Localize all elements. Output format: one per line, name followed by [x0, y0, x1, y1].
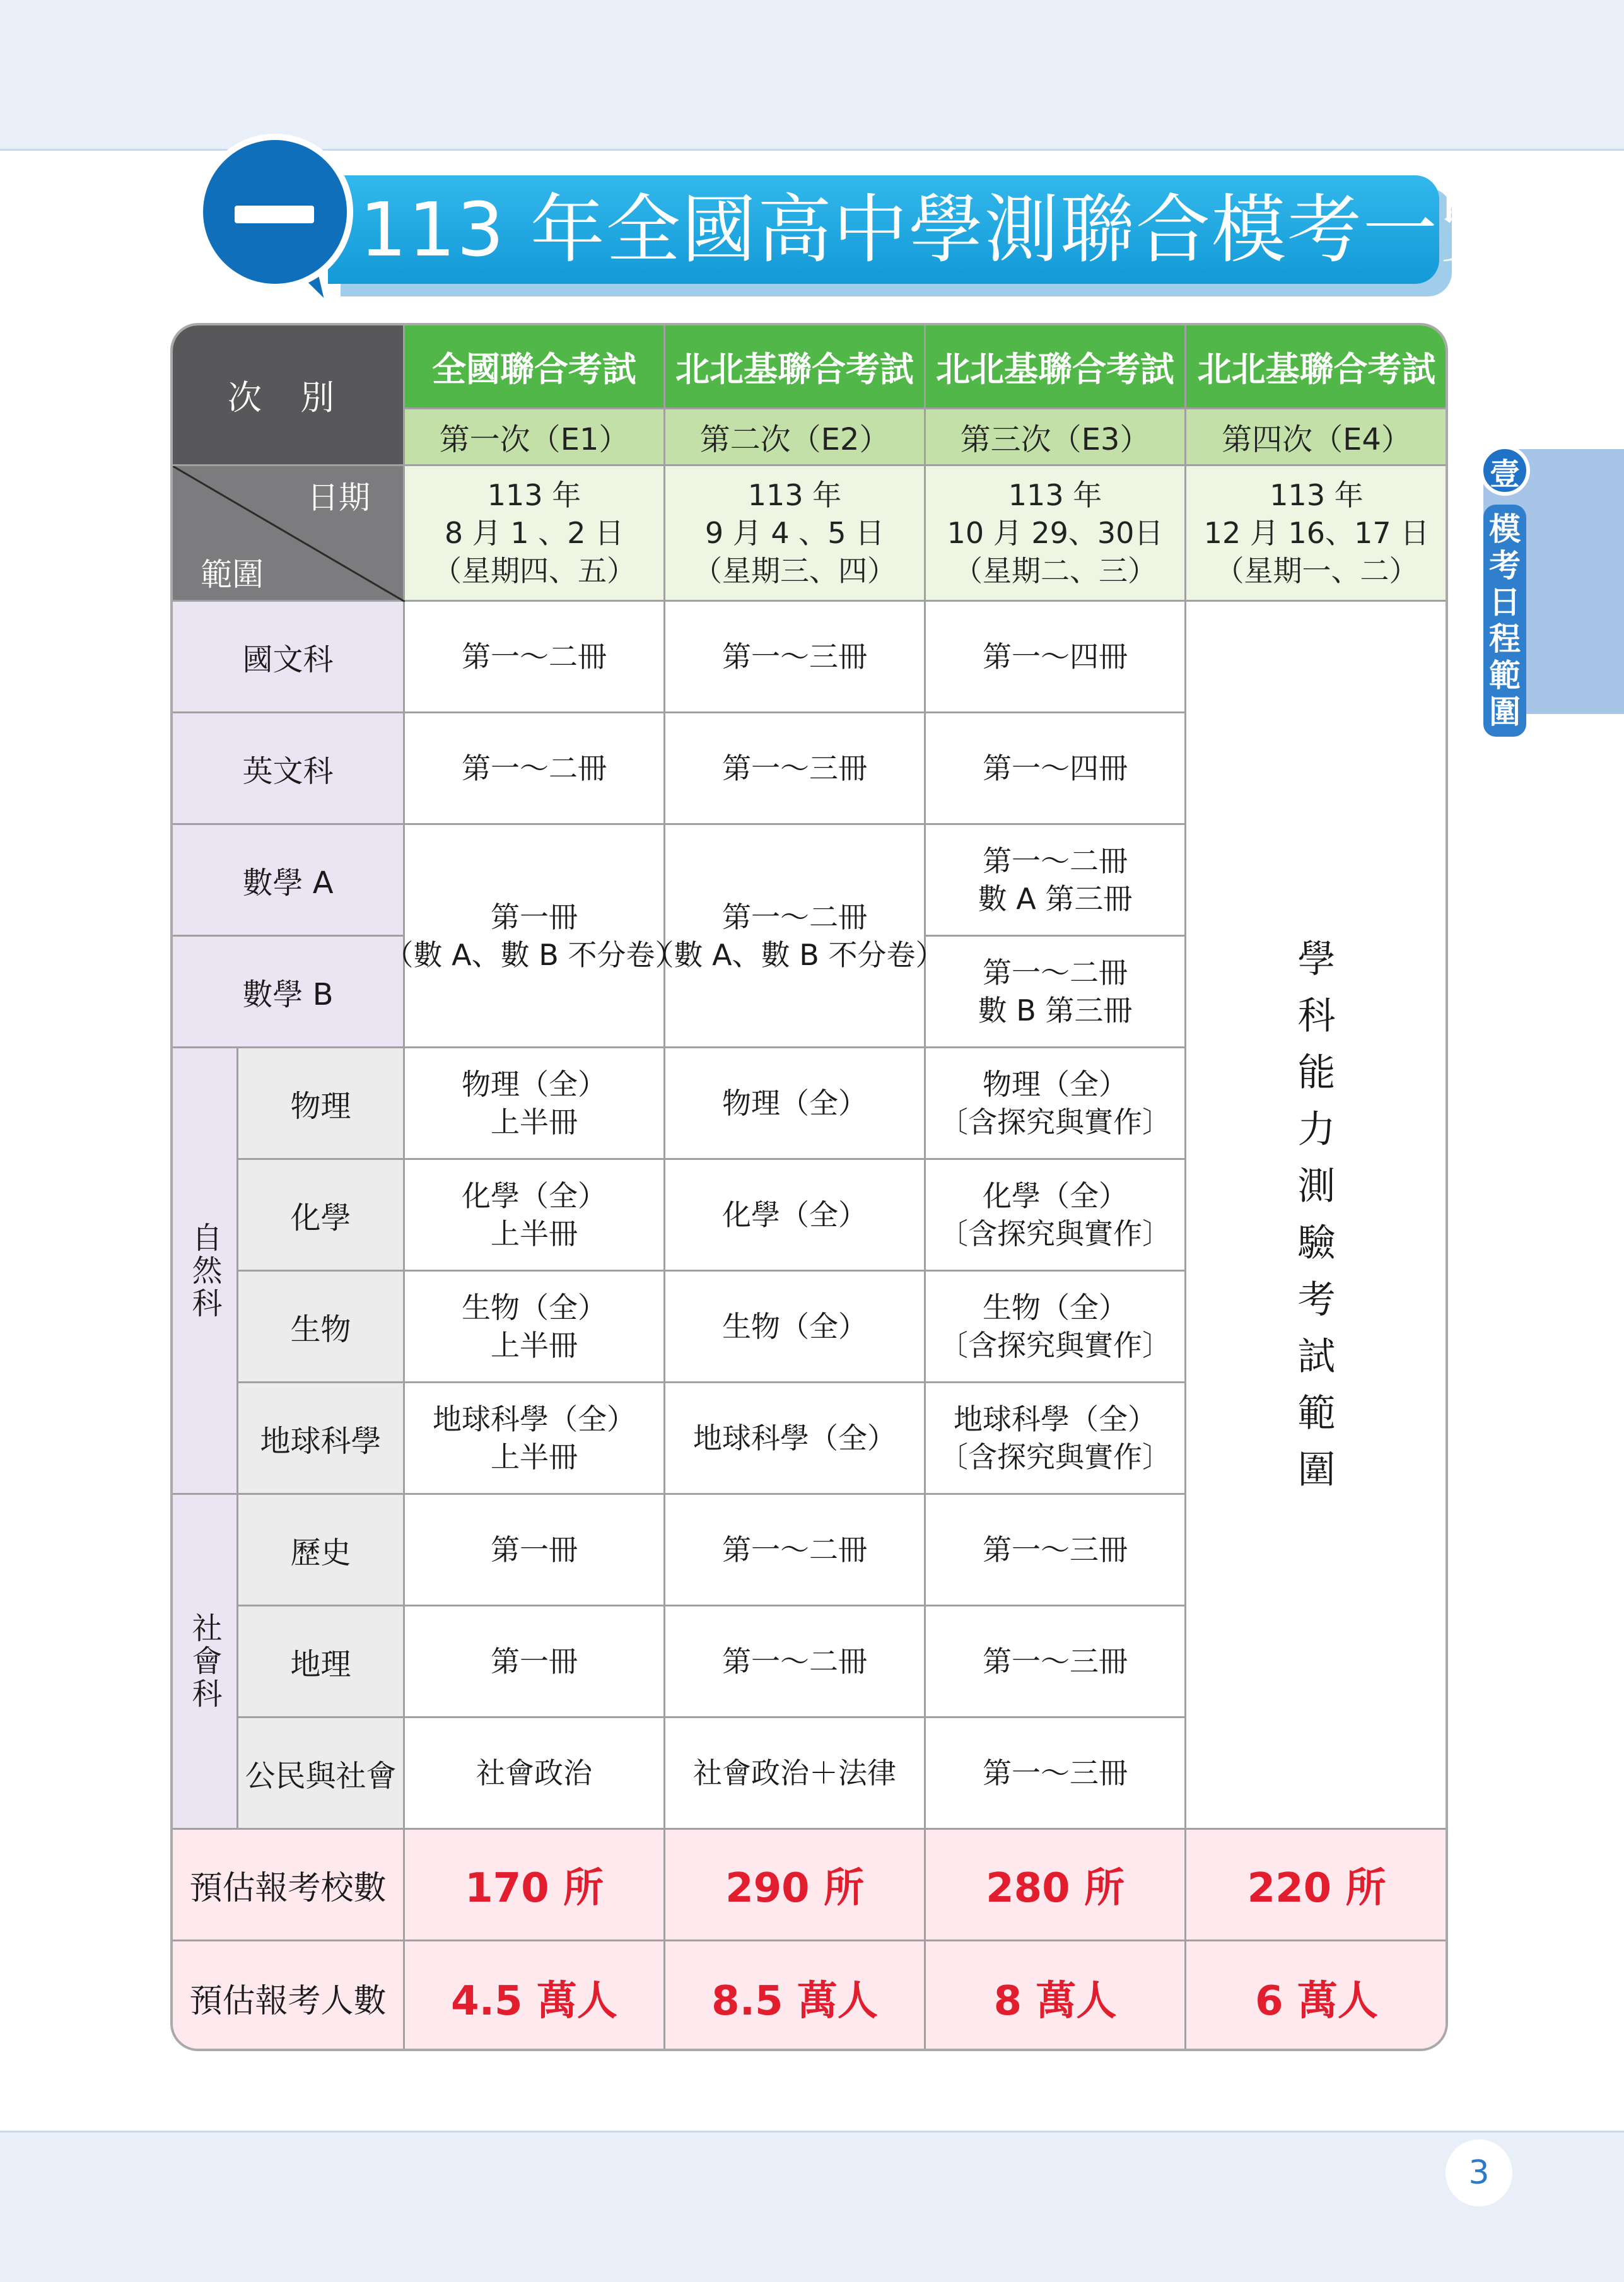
- range-chinese-e2: 第一～三冊: [665, 602, 926, 713]
- exam-date-2: 113 年 9 月 4 、5 日 （星期三、四）: [665, 466, 926, 602]
- top-band: [0, 0, 1624, 151]
- exam-date-4: 113 年 12 月 16、17 日 （星期一、二）: [1186, 466, 1447, 602]
- exam-date-3: 113 年 10 月 29、30日 （星期二、三）: [926, 466, 1186, 602]
- range-math-b-e3: 第一～二冊 數 B 第三冊: [926, 937, 1186, 1048]
- range-history-e1: 第一冊: [405, 1495, 665, 1606]
- side-tab-number: 壹: [1480, 445, 1530, 496]
- subject-math-b: 數學 B: [173, 937, 405, 1048]
- range-biology-e1: 生物（全） 上半冊: [405, 1272, 665, 1383]
- schools-e1: 170 所: [405, 1830, 665, 1941]
- range-earth-e1: 地球科學（全） 上半冊: [405, 1383, 665, 1495]
- bottom-band: [0, 2131, 1624, 2282]
- subject-geography: 地理: [238, 1606, 405, 1718]
- subject-physics: 物理: [238, 1048, 405, 1160]
- range-physics-e1: 物理（全） 上半冊: [405, 1048, 665, 1160]
- subject-civics: 公民與社會: [238, 1718, 405, 1830]
- page-title: 113 年全國高中學測聯合模考一覽表: [359, 186, 1590, 273]
- subject-english: 英文科: [173, 713, 405, 825]
- range-english-e3: 第一～四冊: [926, 713, 1186, 825]
- exam-round-2: 第二次（E2）: [665, 409, 926, 466]
- exam-name-3: 北北基聯合考試: [926, 325, 1186, 409]
- range-math-a-e3: 第一～二冊 數 A 第三冊: [926, 825, 1186, 937]
- range-geography-e2: 第一～二冊: [665, 1606, 926, 1718]
- people-e2: 8.5 萬人: [665, 1941, 926, 2051]
- range-biology-e2: 生物（全）: [665, 1272, 926, 1383]
- exam-table: [170, 323, 1448, 2051]
- range-physics-e2: 物理（全）: [665, 1048, 926, 1160]
- range-history-e2: 第一～二冊: [665, 1495, 926, 1606]
- people-e3: 8 萬人: [926, 1941, 1186, 2051]
- range-math-e2: 第一～二冊 （數 A、數 B 不分卷）: [665, 825, 926, 1048]
- schools-e3: 280 所: [926, 1830, 1186, 1941]
- range-geography-e3: 第一～三冊: [926, 1606, 1186, 1718]
- range-civics-e1: 社會政治: [405, 1718, 665, 1830]
- group-social: 社會科: [173, 1495, 238, 1830]
- range-chinese-e3: 第一～四冊: [926, 602, 1186, 713]
- range-chemistry-e1: 化學（全） 上半冊: [405, 1160, 665, 1272]
- range-earth-e2: 地球科學（全）: [665, 1383, 926, 1495]
- subject-earth-science: 地球科學: [238, 1383, 405, 1495]
- page-number: 3: [1446, 2139, 1512, 2206]
- diagonal-header: [173, 466, 405, 602]
- diag-range-label: 範圍: [201, 556, 264, 593]
- subject-chinese: 國文科: [173, 602, 405, 713]
- exam-name-1: 全國聯合考試: [405, 325, 665, 409]
- range-biology-e3: 生物（全） 〔含探究與實作〕: [926, 1272, 1186, 1383]
- range-chemistry-e2: 化學（全）: [665, 1160, 926, 1272]
- people-label: 預估報考人數: [173, 1941, 405, 2051]
- range-history-e3: 第一～三冊: [926, 1495, 1186, 1606]
- side-tab-label: 模 考 日 程 範 圍: [1483, 505, 1526, 737]
- people-e4: 6 萬人: [1186, 1941, 1447, 2051]
- range-earth-e3: 地球科學（全） 〔含探究與實作〕: [926, 1383, 1186, 1495]
- range-chinese-e1: 第一～二冊: [405, 602, 665, 713]
- diag-date-label: 日期: [307, 479, 370, 516]
- range-civics-e3: 第一～三冊: [926, 1718, 1186, 1830]
- exam-round-1: 第一次（E1）: [405, 409, 665, 466]
- range-chemistry-e3: 化學（全） 〔含探究與實作〕: [926, 1160, 1186, 1272]
- range-math-e1: 第一冊 （數 A、數 B 不分卷）: [405, 825, 665, 1048]
- header-label: 次 別: [173, 325, 405, 466]
- range-e4-text: 學 科 能 力 測 驗 考 試 範 圍: [1297, 937, 1336, 1492]
- exam-round-4: 第四次（E4）: [1186, 409, 1447, 466]
- range-english-e1: 第一～二冊: [405, 713, 665, 825]
- schools-e4: 220 所: [1186, 1830, 1447, 1941]
- group-science: 自然科: [173, 1048, 238, 1495]
- schools-label: 預估報考校數: [173, 1830, 405, 1941]
- range-english-e2: 第一～三冊: [665, 713, 926, 825]
- schools-e2: 290 所: [665, 1830, 926, 1941]
- subject-biology: 生物: [238, 1272, 405, 1383]
- subject-history: 歷史: [238, 1495, 405, 1606]
- people-e1: 4.5 萬人: [405, 1941, 665, 2051]
- range-e4-all: [1186, 602, 1447, 1830]
- subject-chemistry: 化學: [238, 1160, 405, 1272]
- exam-name-2: 北北基聯合考試: [665, 325, 926, 409]
- exam-round-3: 第三次（E3）: [926, 409, 1186, 466]
- exam-date-1: 113 年 8 月 1 、2 日 （星期四、五）: [405, 466, 665, 602]
- range-physics-e3: 物理（全） 〔含探究與實作〕: [926, 1048, 1186, 1160]
- exam-name-4: 北北基聯合考試: [1186, 325, 1447, 409]
- range-geography-e1: 第一冊: [405, 1606, 665, 1718]
- range-civics-e2: 社會政治＋法律: [665, 1718, 926, 1830]
- subject-math-a: 數學 A: [173, 825, 405, 937]
- title-number-glyph: [235, 206, 314, 223]
